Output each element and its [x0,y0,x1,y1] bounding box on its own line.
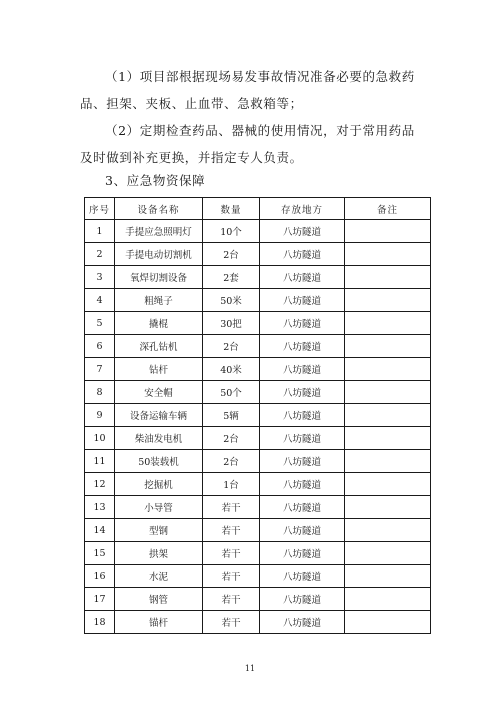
cell-remarks [345,312,431,335]
table-row [85,381,431,404]
cell-storage-location: 八坊隧道 [260,312,345,335]
cell-index: 9 [85,404,115,427]
cell-quantity: 若干 [203,519,260,542]
cell-remarks [345,358,431,381]
cell-storage-location: 八坊隧道 [260,220,345,243]
table-row [85,542,431,565]
cell-quantity: 若干 [203,496,260,519]
cell-quantity: 若干 [203,542,260,565]
cell-quantity: 50米 [203,289,260,312]
cell-index: 16 [85,565,115,588]
table-row [85,427,431,450]
table-row [85,358,431,381]
cell-remarks [345,335,431,358]
cell-index: 5 [85,312,115,335]
cell-quantity: 2台 [203,335,260,358]
table-row [85,312,431,335]
cell-storage-location: 八坊隧道 [260,565,345,588]
cell-index: 4 [85,289,115,312]
table-row [85,266,431,289]
table-row [85,220,431,243]
cell-remarks [345,519,431,542]
table-header-row [85,198,431,220]
cell-storage-location: 八坊隧道 [260,473,345,496]
cell-quantity: 30把 [203,312,260,335]
cell-remarks [345,427,431,450]
table-row [85,243,431,266]
cell-equipment-name: 柴油发电机 [115,427,203,450]
cell-remarks [345,381,431,404]
cell-quantity: 2台 [203,243,260,266]
table-row [85,335,431,358]
paragraph-inspection: （2）定期检查药品、器械的使用情况，对于常用药品及时做到补充更换，并指定专人负责。 [80,123,415,165]
table-body [85,220,431,634]
table-row [85,611,431,634]
cell-index: 6 [85,335,115,358]
section-title: 3、应急物资保障 [105,173,206,188]
page-number: 11 [244,664,256,673]
cell-storage-location: 八坊隧道 [260,335,345,358]
cell-remarks [345,542,431,565]
cell-equipment-name: 设备运输车辆 [115,404,203,427]
cell-index: 11 [85,450,115,473]
cell-storage-location: 八坊隧道 [260,266,345,289]
cell-equipment-name: 拱架 [115,542,203,565]
cell-equipment-name: 50装载机 [115,450,203,473]
cell-quantity: 40米 [203,358,260,381]
emergency-supplies-table [84,197,431,634]
cell-equipment-name: 粗绳子 [115,289,203,312]
cell-storage-location: 八坊隧道 [260,496,345,519]
cell-quantity: 10个 [203,220,260,243]
table-row [85,496,431,519]
cell-remarks [345,611,431,634]
cell-index: 13 [85,496,115,519]
cell-remarks [345,565,431,588]
cell-storage-location: 八坊隧道 [260,381,345,404]
table-header [85,198,431,220]
table-row [85,519,431,542]
cell-remarks [345,289,431,312]
table-row [85,404,431,427]
cell-index: 7 [85,358,115,381]
cell-storage-location: 八坊隧道 [260,404,345,427]
cell-quantity: 5辆 [203,404,260,427]
cell-index: 18 [85,611,115,634]
cell-index: 14 [85,519,115,542]
header-equipment-name: 设备名称 [115,198,203,220]
cell-storage-location: 八坊隧道 [260,243,345,266]
cell-equipment-name: 深孔钻机 [115,335,203,358]
cell-storage-location: 八坊隧道 [260,542,345,565]
cell-index: 3 [85,266,115,289]
table-row [85,565,431,588]
cell-equipment-name: 钻杆 [115,358,203,381]
cell-remarks [345,404,431,427]
cell-equipment-name: 撬棍 [115,312,203,335]
cell-remarks [345,220,431,243]
cell-equipment-name: 手提应急照明灯 [115,220,203,243]
cell-quantity: 1台 [203,473,260,496]
cell-equipment-name: 水泥 [115,565,203,588]
cell-storage-location: 八坊隧道 [260,588,345,611]
cell-storage-location: 八坊隧道 [260,427,345,450]
header-storage-location: 存放地方 [260,198,345,220]
cell-storage-location: 八坊隧道 [260,358,345,381]
cell-remarks [345,266,431,289]
header-index: 序号 [85,198,115,220]
table-row [85,588,431,611]
cell-remarks [345,473,431,496]
cell-index: 8 [85,381,115,404]
cell-equipment-name: 手提电动切割机 [115,243,203,266]
cell-storage-location: 八坊隧道 [260,611,345,634]
table-row [85,289,431,312]
cell-equipment-name: 钢管 [115,588,203,611]
cell-remarks [345,496,431,519]
cell-equipment-name: 型钢 [115,519,203,542]
cell-storage-location: 八坊隧道 [260,289,345,312]
paragraph-first-aid-supplies: （1）项目部根据现场易发事故情况准备必要的急救药品、担架、夹板、止血带、急救箱等； [80,69,415,111]
cell-quantity: 若干 [203,565,260,588]
table-row [85,450,431,473]
cell-quantity: 50个 [203,381,260,404]
cell-quantity: 2台 [203,450,260,473]
cell-quantity: 2套 [203,266,260,289]
cell-equipment-name: 挖掘机 [115,473,203,496]
cell-index: 12 [85,473,115,496]
cell-quantity: 若干 [203,611,260,634]
cell-index: 2 [85,243,115,266]
cell-quantity: 2台 [203,427,260,450]
table-row [85,473,431,496]
cell-storage-location: 八坊隧道 [260,450,345,473]
cell-storage-location: 八坊隧道 [260,519,345,542]
cell-index: 1 [85,220,115,243]
header-remarks: 备注 [345,198,431,220]
cell-index: 17 [85,588,115,611]
cell-index: 10 [85,427,115,450]
cell-remarks [345,450,431,473]
cell-equipment-name: 锚杆 [115,611,203,634]
cell-index: 15 [85,542,115,565]
header-quantity: 数量 [203,198,260,220]
cell-equipment-name: 氧焊切割设备 [115,266,203,289]
cell-remarks [345,243,431,266]
cell-equipment-name: 安全帽 [115,381,203,404]
cell-equipment-name: 小导管 [115,496,203,519]
cell-quantity: 若干 [203,588,260,611]
cell-remarks [345,588,431,611]
